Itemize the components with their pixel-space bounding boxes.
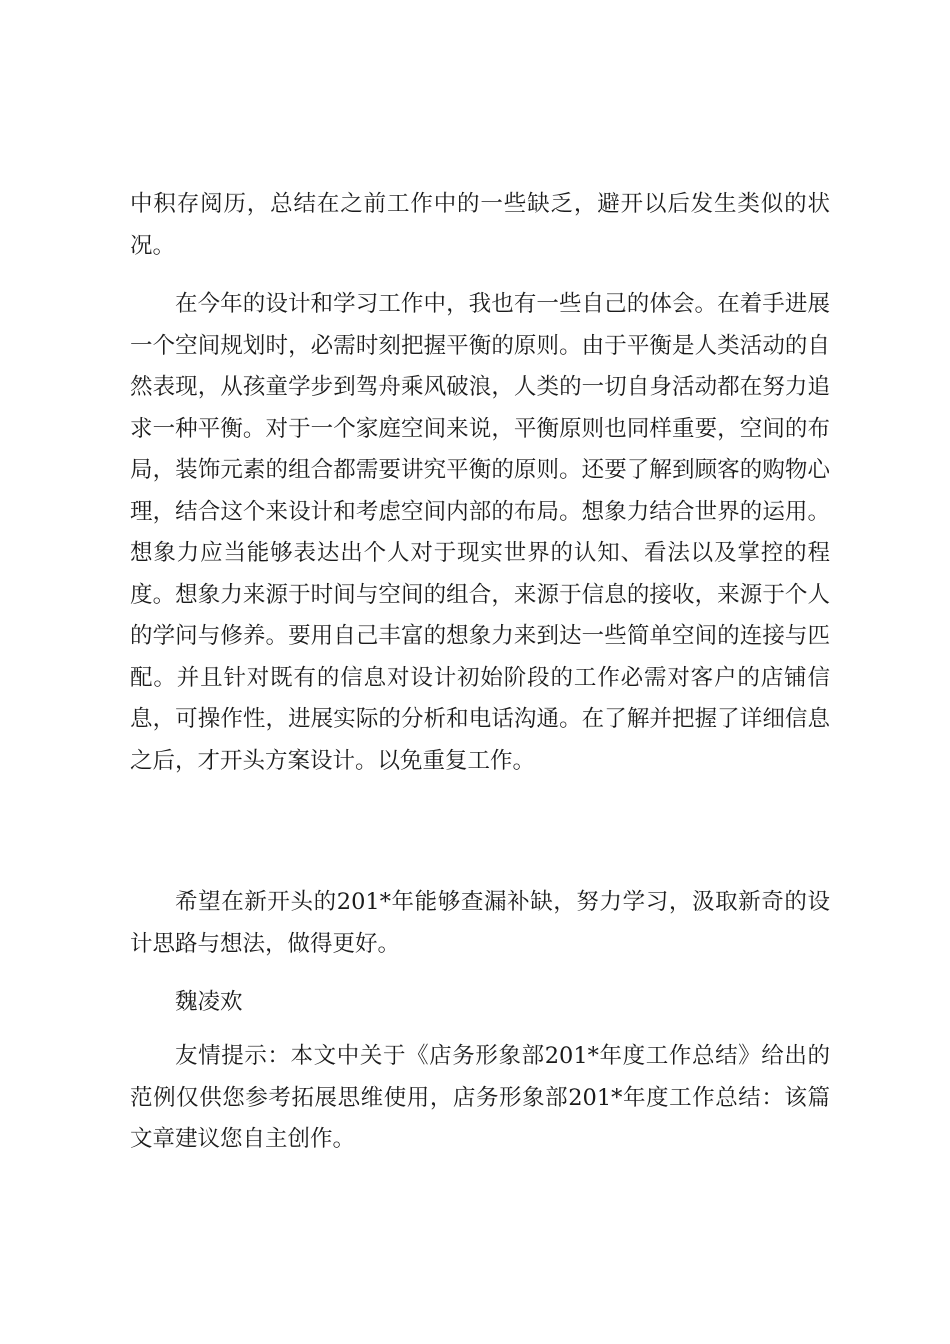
- signature: [130, 982, 830, 1024]
- paragraph-hope-text: 希望在新开头的201*年能够查漏补缺，努力学习，汲取新奇的设计思路与想法，做得更好。: [130, 889, 830, 957]
- paragraph-tip-text: 友情提示：本文中关于《店务形象部201*年度工作总结》给出的范例仅供您参考拓展思维使用，店务形象部201*年度工作总结：该篇文章建议您自主创作。: [130, 1043, 830, 1152]
- paragraph-continued: [130, 184, 830, 267]
- paragraph-hope: [130, 882, 830, 965]
- paragraph-continued-text: 中积存阅历，总结在之前工作中的一些缺乏，避开以后发生类似的状况。: [130, 191, 830, 259]
- paragraph-experience: [130, 284, 830, 782]
- signature-text: 魏凌欢: [175, 989, 243, 1015]
- paragraph-tip: [130, 1036, 830, 1161]
- paragraph-experience-text: 在今年的设计和学习工作中，我也有一些自己的体会。在着手进展一个空间规划时，必需时刻把握平衡的原则。由于平衡是人类活动的自然表现，从孩童学步到驾舟乘风破浪，人类的一切自身活动都在努力追求一种平衡。对于一个家庭空间来说，平衡原则也同样重要，空间的布局，装饰元素的组合都需要讲究平衡的原则。还要了解到顾客的购物心理，结合这个来设计和考虑空间内部的布局。想象力结合世界的运用。想象力应当能够表达出个人对于现实世界的认知、看法以及掌控的程度。想象力来源于时间与空间的组合，来源于信息的接收，来源于个人的学问与修养。要用自己丰富的想象力来到达一些简单空间的连接与匹配。并且针对既有的信息对设计初始阶段的工作必需对客户的店铺信息，可操作性，进展实际的分析和电话沟通。在了解并把握了详细信息之后，才开头方案设计。以免重复工作。: [130, 291, 830, 774]
